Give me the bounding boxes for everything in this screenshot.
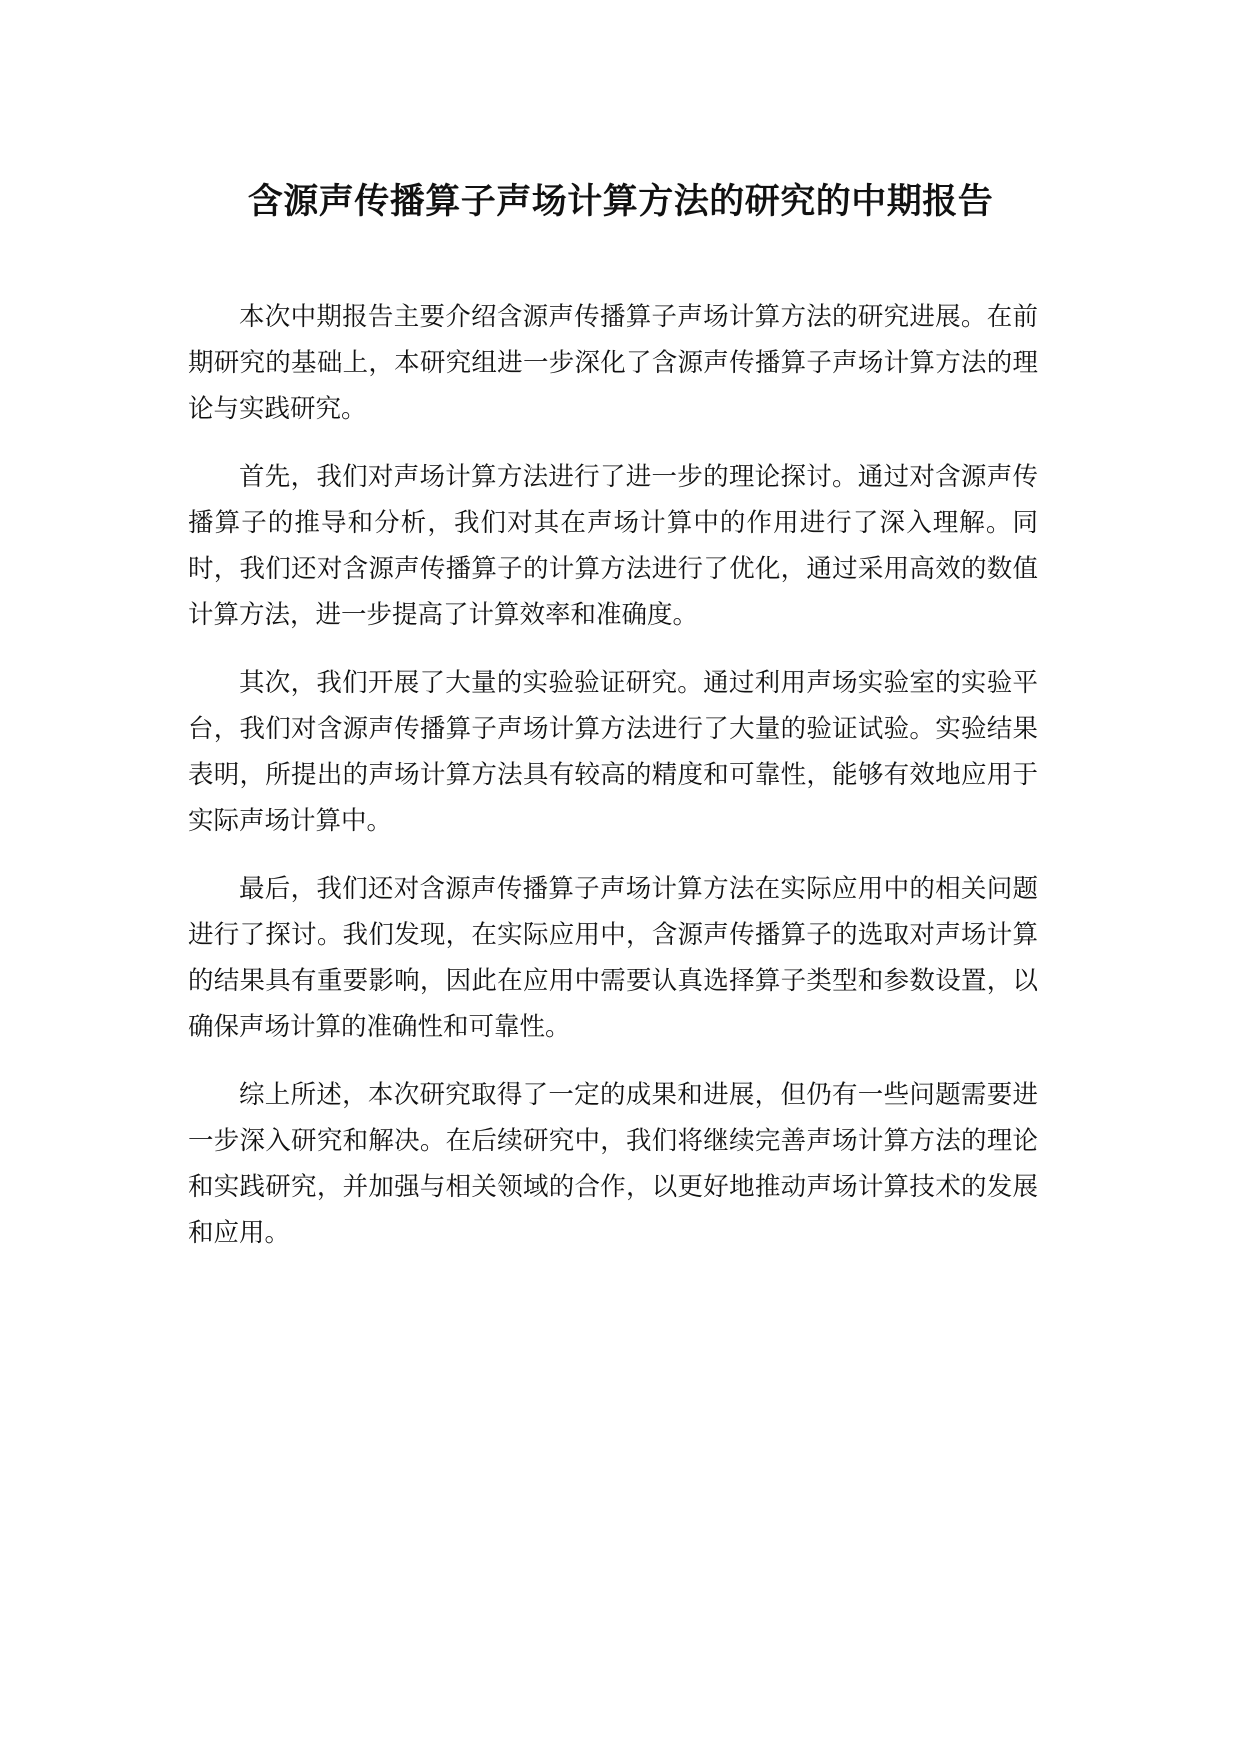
paragraph-5: 综上所述，本次研究取得了一定的成果和进展，但仍有一些问题需要进一步深入研究和解决。在后续研究中，我们将继续完善声场计算方法的理论和实践研究，并加强与相关领域的合作，以更好地推动声场计算技术的发展和应用。: [188, 1080, 1038, 1248]
document-body: [188, 294, 1038, 1278]
paragraph-2: 首先，我们对声场计算方法进行了进一步的理论探讨。通过对含源声传播算子的推导和分析，我们对其在声场计算中的作用进行了深入理解。同时，我们还对含源声传播算子的计算方法进行了优化，通过采用高效的数值计算方法，进一步提高了计算效率和准确度。: [188, 462, 1038, 630]
paragraph-1: 本次中期报告主要介绍含源声传播算子声场计算方法的研究进展。在前期研究的基础上，本研究组进一步深化了含源声传播算子声场计算方法的理论与实践研究。: [188, 302, 1038, 424]
paragraph-3: 其次，我们开展了大量的实验验证研究。通过利用声场实验室的实验平台，我们对含源声传播算子声场计算方法进行了大量的验证试验。实验结果表明，所提出的声场计算方法具有较高的精度和可靠性，能够有效地应用于实际声场计算中。: [188, 668, 1038, 836]
document-title: 含源声传播算子声场计算方法的研究的中期报告: [247, 182, 994, 222]
paragraph-4: 最后，我们还对含源声传播算子声场计算方法在实际应用中的相关问题进行了探讨。我们发现，在实际应用中，含源声传播算子的选取对声场计算的结果具有重要影响，因此在应用中需要认真选择算子类型和参数设置，以确保声场计算的准确性和可靠性。: [188, 874, 1038, 1042]
